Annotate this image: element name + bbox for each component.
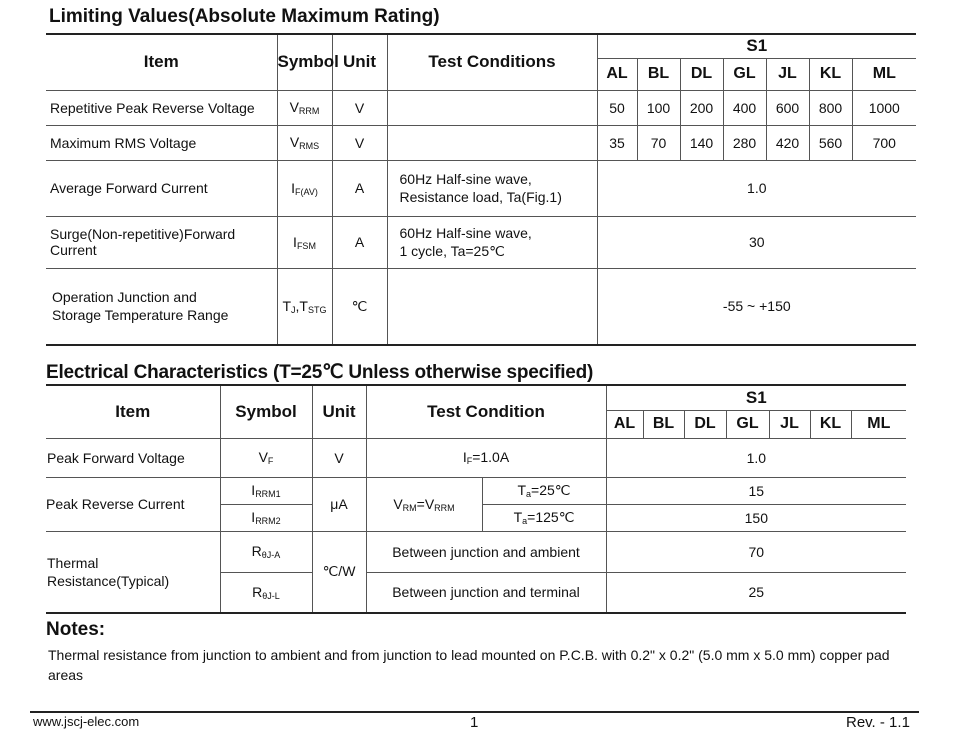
value-cell: 600 — [766, 90, 809, 125]
value-cell: 70 — [606, 531, 906, 572]
condition-cell: 60Hz Half-sine wave, 1 cycle, Ta=25℃ — [387, 216, 597, 268]
table-row — [46, 90, 916, 125]
footer-divider — [30, 711, 919, 713]
condition-cell: 60Hz Half-sine wave, Resistance load, Ta(Fig.1) — [387, 160, 597, 216]
value-cell: 35 — [597, 125, 637, 160]
item-cell: Maximum RMS Voltage — [46, 125, 277, 160]
header-symbol: Symbol — [277, 34, 332, 90]
symbol-cell: $R_{\theta J-A}$ — [220, 531, 312, 572]
table-row — [46, 125, 916, 160]
footer-website: www.jscj-elec.com — [33, 714, 140, 729]
limiting-values-table — [46, 33, 916, 346]
symbol-cell: $I_{RRM2}$ — [220, 504, 312, 531]
value-cell: 200 — [680, 90, 723, 125]
value-cell: 15 — [606, 477, 906, 504]
table-row — [46, 268, 916, 345]
grade-dl: DL — [684, 410, 726, 438]
value-cell: 280 — [723, 125, 766, 160]
unit-cell: V — [332, 125, 387, 160]
symbol-cell: $I_{FSM}$ — [277, 216, 332, 268]
value-cell: 1000 — [852, 90, 916, 125]
temperature-cell: $T_a=25℃$ — [482, 477, 606, 504]
item-cell: Operation Junction and Storage Temperature Range — [46, 268, 277, 345]
grade-bl: BL — [637, 58, 680, 90]
electrical-characteristics-title: Electrical Characteristics (T=25℃ Unless otherwise specified) — [46, 362, 594, 383]
item-cell: Peak Forward Voltage — [46, 438, 220, 477]
grade-ml: ML — [851, 410, 906, 438]
footer-page-number: 1 — [470, 714, 479, 731]
value-cell: 700 — [852, 125, 916, 160]
table-row — [46, 477, 906, 504]
value-cell: -55 ~ +150 — [597, 268, 916, 345]
condition-cell — [387, 268, 597, 345]
item-cell: Thermal Resistance(Typical) — [46, 531, 220, 613]
header-group-s1: S1 — [606, 385, 906, 410]
notes-text: Thermal resistance from junction to ambient and from junction to lead mounted on P.C.B. with 0.2" x 0.2" (5.0 mm x 5.0 mm) copper pad areas — [48, 647, 890, 683]
condition-cell — [387, 125, 597, 160]
unit-cell: V — [312, 438, 366, 477]
grade-gl: GL — [723, 58, 766, 90]
value-cell: 420 — [766, 125, 809, 160]
condition-cell: $V_{RM}=V_{RRM}$ — [366, 477, 482, 531]
limiting-values-title: Limiting Values(Absolute Maximum Rating) — [49, 6, 440, 27]
grade-al: AL — [597, 58, 637, 90]
value-cell: 50 — [597, 90, 637, 125]
notes-title: Notes: — [46, 619, 106, 640]
unit-cell: ℃/W — [312, 531, 366, 613]
unit-cell: V — [332, 90, 387, 125]
unit-cell: μA — [312, 477, 366, 531]
grade-jl: JL — [766, 58, 809, 90]
symbol-cell: $R_{\theta J-L}$ — [220, 572, 312, 613]
grade-al: AL — [606, 410, 643, 438]
value-cell: 30 — [597, 216, 916, 268]
symbol-cell: $V_{RMS}$ — [277, 125, 332, 160]
value-cell: 800 — [809, 90, 852, 125]
value-cell: 25 — [606, 572, 906, 613]
symbol-cell: $I_{RRM1}$ — [220, 477, 312, 504]
header-item: Item — [46, 385, 220, 438]
condition-cell — [387, 90, 597, 125]
symbol-cell: $T_J,T_{STG}$ — [277, 268, 332, 345]
header-unit: Unit — [332, 34, 387, 90]
value-cell: 1.0 — [597, 160, 916, 216]
value-cell: 560 — [809, 125, 852, 160]
value-cell: 150 — [606, 504, 906, 531]
grade-bl: BL — [643, 410, 684, 438]
header-group-s1: S1 — [597, 34, 916, 58]
temperature-cell: $T_a=125℃$ — [482, 504, 606, 531]
grade-gl: GL — [726, 410, 769, 438]
condition-cell: $I_F=1.0A$ — [366, 438, 606, 477]
footer-revision: Rev. - 1.1 — [846, 714, 910, 731]
symbol-cell: $V_{RRM}$ — [277, 90, 332, 125]
item-cell: Average Forward Current — [46, 160, 277, 216]
condition-cell: Between junction and terminal — [366, 572, 606, 613]
grade-kl: KL — [809, 58, 852, 90]
item-cell: Repetitive Peak Reverse Voltage — [46, 90, 277, 125]
unit-cell: A — [332, 216, 387, 268]
value-cell: 400 — [723, 90, 766, 125]
unit-cell: ℃ — [332, 268, 387, 345]
symbol-cell: $I_{F(AV)}$ — [277, 160, 332, 216]
header-unit: Unit — [312, 385, 366, 438]
header-symbol: Symbol — [220, 385, 312, 438]
item-cell: Peak Reverse Current — [46, 477, 220, 531]
header-test-conditions: Test Conditions — [387, 34, 597, 90]
condition-cell: Between junction and ambient — [366, 531, 606, 572]
electrical-characteristics-table — [46, 384, 906, 614]
table-row — [46, 216, 916, 268]
header-test-condition: Test Condition — [366, 385, 606, 438]
table-row — [46, 531, 906, 572]
header-item: Item — [46, 34, 277, 90]
value-cell: 70 — [637, 125, 680, 160]
grade-ml: ML — [852, 58, 916, 90]
value-cell: 140 — [680, 125, 723, 160]
table-row — [46, 438, 906, 477]
item-cell: Surge(Non-repetitive)Forward Current — [46, 216, 277, 268]
table-row — [46, 160, 916, 216]
grade-kl: KL — [810, 410, 851, 438]
unit-cell: A — [332, 160, 387, 216]
symbol-cell: $V_F$ — [220, 438, 312, 477]
value-cell: 1.0 — [606, 438, 906, 477]
grade-dl: DL — [680, 58, 723, 90]
grade-jl: JL — [769, 410, 810, 438]
value-cell: 100 — [637, 90, 680, 125]
